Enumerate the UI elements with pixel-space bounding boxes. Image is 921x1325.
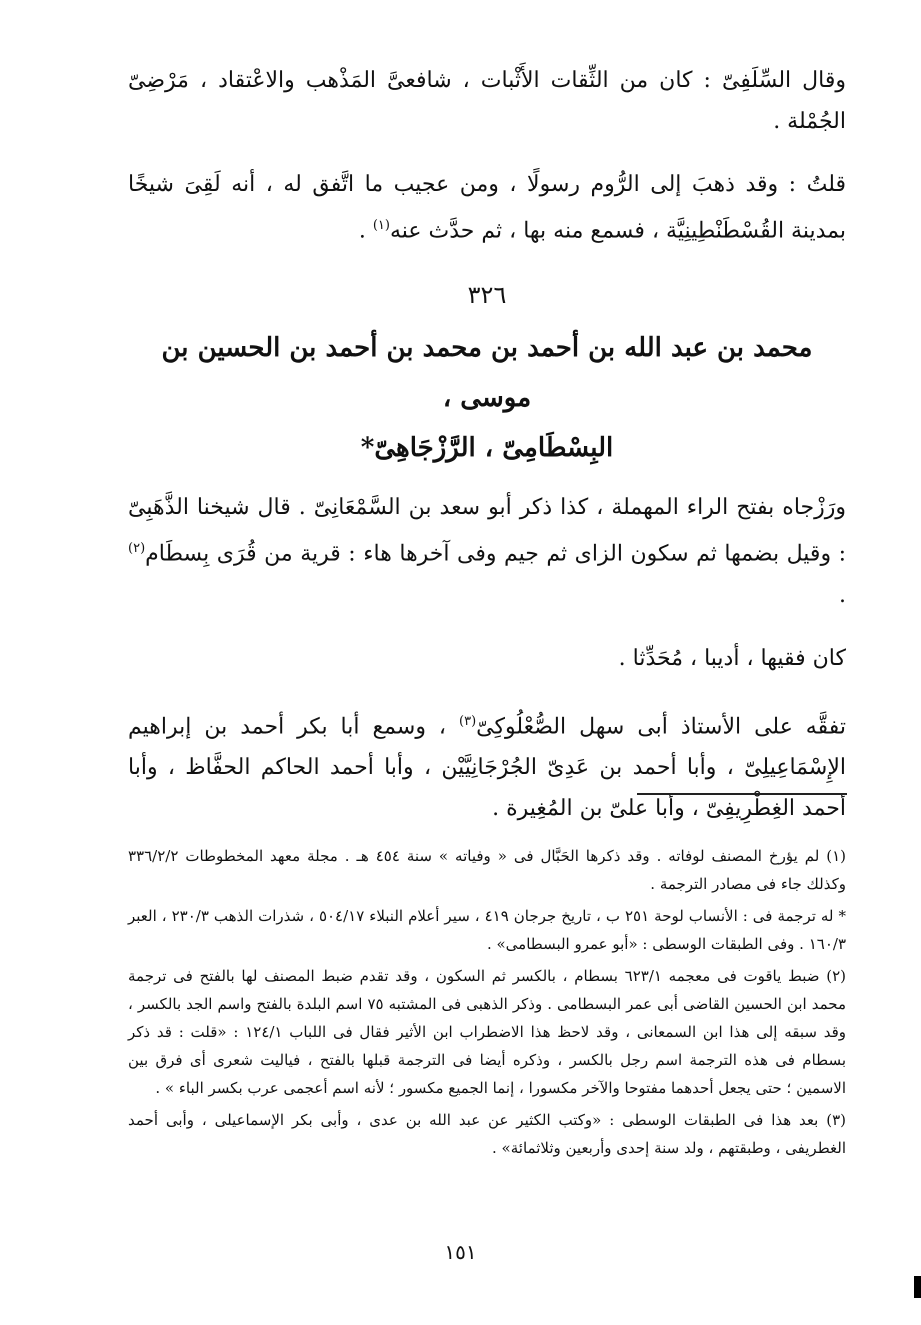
edge-mark: [914, 1276, 921, 1298]
entry-title-line-1: محمد بن عبد الله بن أحمد بن محمد بن أحمد بن الحسين بن موسى ،: [161, 333, 813, 414]
footnote-ref-3[interactable]: (٣): [459, 713, 477, 729]
page-number: ١٥١: [444, 1240, 477, 1264]
main-text: [128, 60, 846, 851]
entry-number: ٣٢٦: [467, 281, 507, 310]
footnote-ref-1[interactable]: (١): [372, 218, 390, 233]
footnote-star: * له ترجمة فى : الأنساب لوحة ٢٥١ ب ، تاريخ جرجان ٤١٩ ، سير أعلام النبلاء ٥٠٤/١٧ ، شذرات الذهب ٢٣٠/٣ ، العبر ١٦٠/٣ . وفى الطبقات الوسطى : «أبو عمرو البسطامى» .: [128, 907, 846, 953]
paragraph-text: وقال السِّلَفِىّ : كان من الثِّقات الأَثْبات ، شافعىَّ المَذْهب والاعْتقاد ، مَرْضِىّ الجُمْلة .: [128, 68, 846, 134]
paragraph-teachers: [128, 701, 846, 829]
footnote-ref-2[interactable]: (٢): [128, 541, 146, 557]
paragraph-silafi: [128, 60, 846, 142]
entry-title: [128, 323, 846, 473]
footnote-2: (٢) ضبط ياقوت فى معجمه ٦٢٣/١ بسطام ، بالكسر ثم السكون ، وقد تقدم ضبط المصنف لها بالفتح فى ترجمة محمد ابن الحسين القاضى أبى عمر البسطامى . وذكر الذهبى فى المشتبه ٧٥ اسم البلدة بالفتح واسم الجد بالكسر ، وقد سبقه إلى هذا ابن السمعانى ، وقد لاحظ هذا الاضطراب ابن الأثير فقال فى اللباب ١٢٤/١ : «قلت : قد ذكر بسطام فى هذه الترجمة اسم رجل بالكسر ، وذكره أيضا فى الترجمة قبلها بالفتح ، فياليت شعرى أى فرق بين الاسمين ؛ حتى يجعل أحدهما مفتوحا والآخر مكسورا ، إنما الجميع مكسور ؛ لأنه اسم أعجمى عرب بكسر الباء » .: [128, 967, 847, 1097]
footnote-3: (٣) بعد هذا فى الطبقات الوسطى : «وكتب الكثير عن عبد الله بن عدى ، وأبى بكر الإسماعيلى ، وأبى أحمد الغطريفى ، وطبقتهم ، ولد سنة إحدى وأربعين وثلاثمائة» .: [128, 1111, 846, 1157]
paragraph-text-cont: ، وسمع أبا بكر أحمد بن إبراهيم الإِسْمَاعِيلِىّ ، وأبا أحمد بن عَدِىّ الجُرْجَانِيَّيْن ، وأبا أحمد الحاكم الحفَّاظ ، وأبا أحمد الغِطْرِيفِىّ ، وأبا علىّ بن المُغِيرة .: [128, 713, 846, 821]
paragraph-end: .: [358, 218, 373, 244]
paragraph-text: ورَزْجاه بفتح الراء المهملة ، كذا ذكر أبو سعد بن السَّمْعَانِىّ . قال شيخنا الذَّهَبِىّ : وقيل بضمها ثم سكون الزاى ثم جيم وفى آخرها هاء : قرية من قُرَى بِسطَام: [128, 495, 846, 567]
paragraph-text: تفقَّه على الأستاذ أبى سهل الصُّعْلُوكِىّ: [476, 713, 846, 739]
footnote-separator: [637, 793, 847, 795]
paragraph-text: قلتُ : وقد ذهبَ إلى الرُّوم رسولًا ، ومن عجيب ما اتَّفق له ، أنه لَقِىَ شيخًا بمدينة القُسْطَنْطِينِيَّة ، فسمع منه بها ، ثم حدَّث عنه: [128, 172, 846, 244]
paragraph-description: [128, 638, 846, 679]
footnotes: [128, 842, 846, 1166]
entry-title-line-2: البِسْطَامِىّ ، الرَّزْجَاهِىّ*: [360, 433, 614, 464]
paragraph-author-note: [128, 164, 846, 251]
paragraph-nisba: [128, 487, 846, 615]
paragraph-text: كان فقيها ، أديبا ، مُحَدِّثا .: [618, 645, 846, 671]
footnote-1: (١) لم يؤرخ المصنف لوفاته . وقد ذكرها الحَبَّال فى « وفياته » سنة ٤٥٤ هـ . مجلة معهد المخطوطات ٣٣٦/٢/٢ وكذلك جاء فى مصادر الترجمة .: [128, 847, 846, 893]
paragraph-end: .: [839, 582, 846, 608]
